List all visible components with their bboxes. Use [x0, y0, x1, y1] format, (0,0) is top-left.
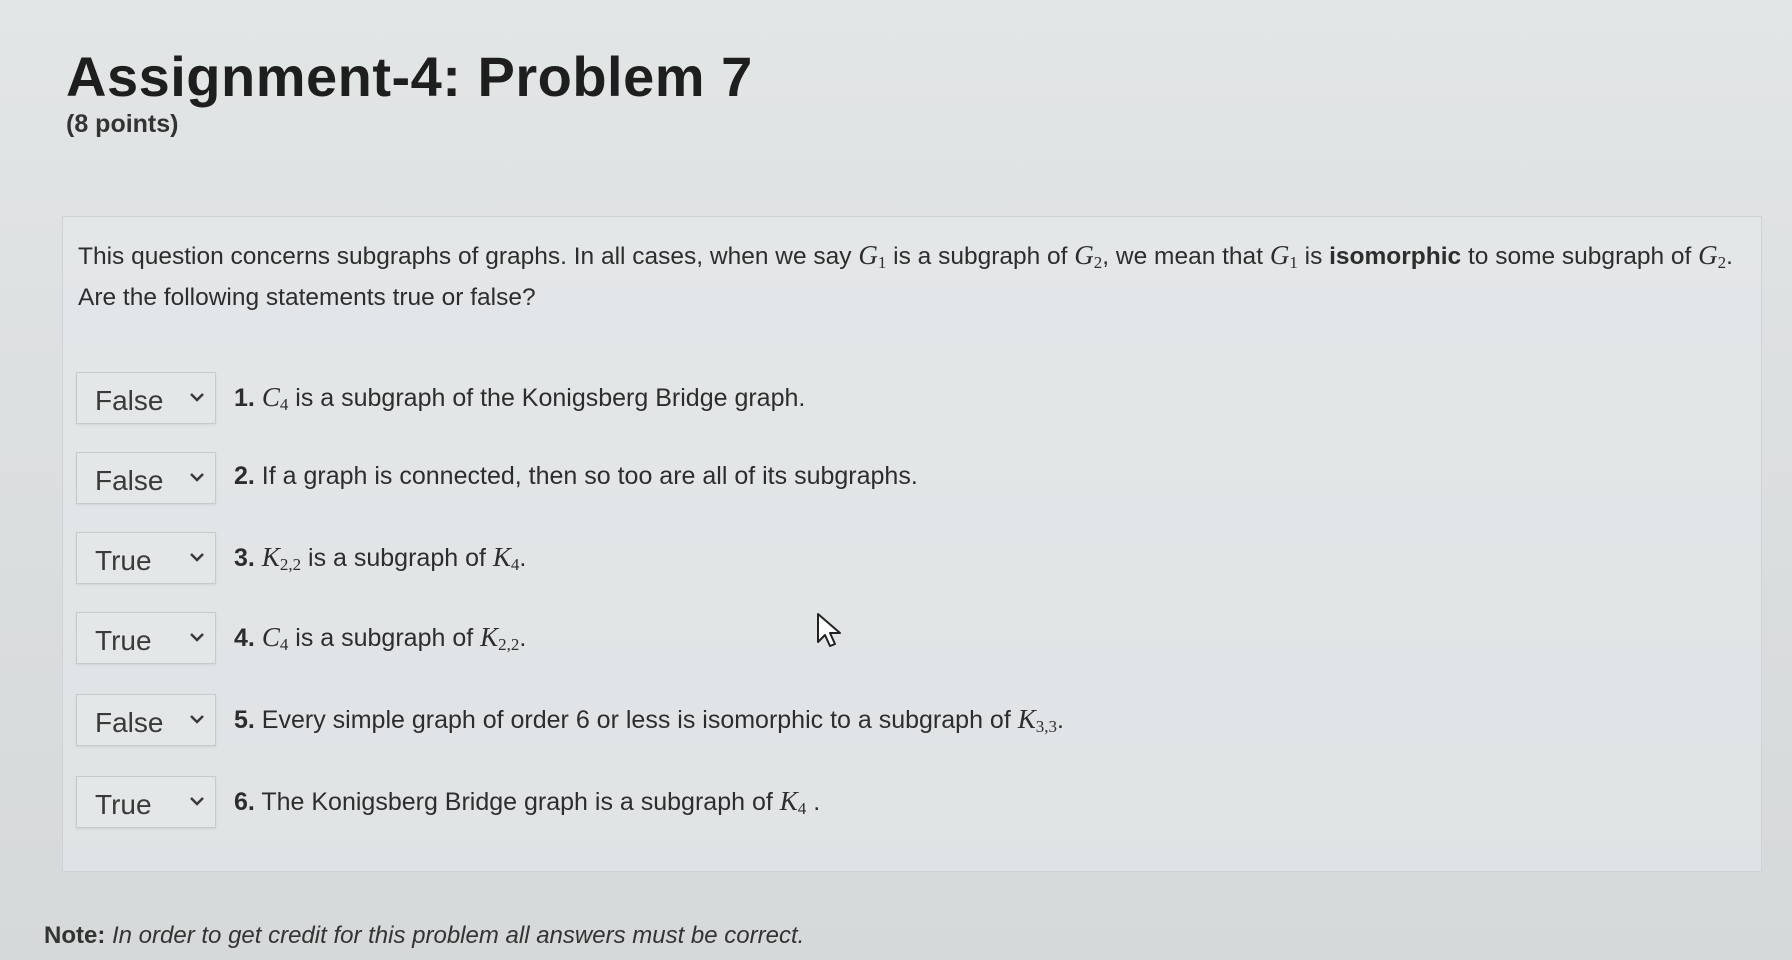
statement-number: 3. — [234, 544, 255, 572]
statement-text: 4. $C_4$ is a subgraph of $K_{2,2}$. — [234, 622, 527, 654]
statement-text: 2. If a graph is connected, then so too are all of its subgraphs. — [234, 462, 918, 490]
selected-value: False — [95, 707, 164, 738]
math-term: $K_{3,3}$ — [1017, 704, 1057, 736]
points-label: (8 points) — [66, 110, 179, 138]
page-title: Assignment-4: Problem 7 — [66, 45, 753, 108]
credit-note — [44, 922, 804, 950]
statement-number: 4. — [234, 624, 255, 652]
note-label: Note: — [44, 922, 106, 949]
math-term: $K_{2,2}$ — [261, 542, 302, 574]
question-intro: This question concerns subgraphs of graphs. In all cases, when we say $G_1$ is a subgraph of $G_2$, we mean that $G_1$ is isomorphic to some subgraph of $G_2$. Are the following statements true or false? — [78, 240, 1733, 311]
answer-select[interactable] — [76, 452, 216, 504]
math-g1: $G_1$ — [858, 240, 887, 272]
intro-text: , we mean that — [1102, 243, 1270, 270]
chevron-down-icon — [187, 467, 207, 487]
emphasis-isomorphic: isomorphic — [1329, 243, 1462, 270]
math-g2: $G_2$ — [1698, 240, 1727, 272]
intro-text: to some subgraph of — [1461, 243, 1699, 270]
math-term: $C_4$ — [261, 382, 289, 414]
question-prompt: Are the following statements true or false? — [78, 284, 536, 311]
intro-text: This question concerns subgraphs of graphs. In all cases, when we say — [78, 243, 859, 270]
selected-value: True — [95, 789, 152, 820]
intro-text: is — [1297, 243, 1330, 270]
math-g2: $G_2$ — [1074, 240, 1103, 272]
chevron-down-icon — [187, 387, 207, 407]
statement-number: 1. — [234, 384, 255, 412]
math-term: $C_4$ — [261, 622, 289, 654]
selected-value: True — [95, 545, 152, 576]
statement-number: 6. — [234, 788, 255, 816]
answer-select[interactable] — [76, 372, 216, 424]
statement-number: 2. — [234, 462, 255, 490]
note-text: In order to get credit for this problem all answers must be correct. — [112, 922, 805, 949]
answer-select[interactable] — [76, 776, 216, 828]
chevron-down-icon — [187, 709, 207, 729]
mouse-cursor-icon — [816, 612, 844, 650]
answer-select[interactable] — [76, 532, 216, 584]
intro-text: is a subgraph of — [886, 243, 1075, 270]
math-term: $K_{2,2}$ — [480, 622, 520, 654]
statement-number: 5. — [234, 706, 255, 734]
chevron-down-icon — [187, 791, 207, 811]
answer-select[interactable] — [76, 694, 216, 746]
statement-text: 1. $C_4$ is a subgraph of the Konigsberg Bridge graph. — [234, 382, 806, 414]
math-term: $K_4$ — [779, 786, 807, 818]
statement-text: 5. Every simple graph of order 6 or less is isomorphic to a subgraph of $K_{3,3}$. — [234, 704, 1064, 736]
math-term: $K_4$ — [492, 542, 520, 574]
statement-text: 6. The Konigsberg Bridge graph is a subgraph of $K_4$ . — [234, 786, 821, 818]
statement-text: 3. $K_{2,2}$ is a subgraph of $K_4$. — [234, 542, 527, 574]
selected-value: False — [95, 465, 164, 496]
chevron-down-icon — [187, 547, 207, 567]
answer-select[interactable] — [76, 612, 216, 664]
math-g1: $G_1$ — [1269, 240, 1298, 272]
selected-value: True — [95, 625, 152, 656]
selected-value: False — [95, 385, 164, 416]
chevron-down-icon — [187, 627, 207, 647]
